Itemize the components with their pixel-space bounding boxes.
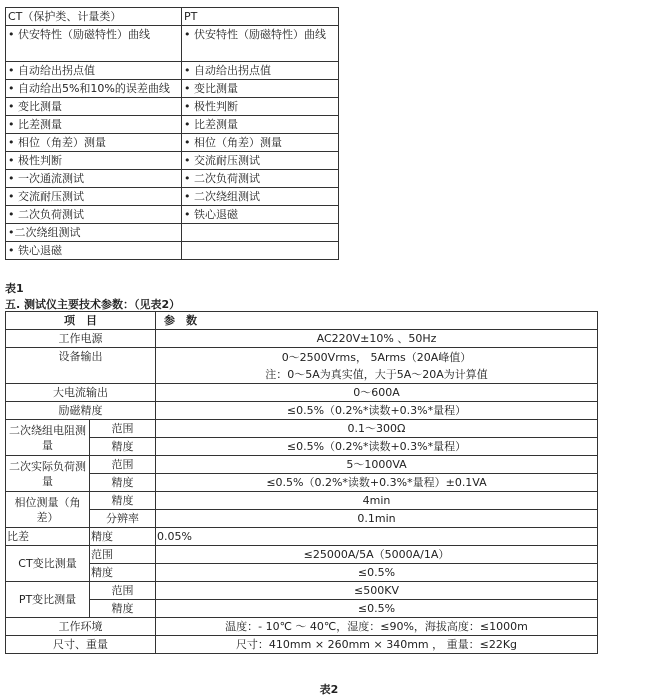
ct-function-cell: • 交流耐压测试 <box>6 188 182 206</box>
ct-function-cell: • 自动给出5%和10%的误差曲线 <box>6 80 182 98</box>
table-row <box>6 312 598 330</box>
pt-function-cell: • 二次绕组测试 <box>182 188 339 206</box>
spec-label: 工作环境 <box>6 618 156 636</box>
table2-caption: 表2 <box>319 683 339 696</box>
pt-function-cell: • 伏安特性（励磁特性）曲线 <box>182 26 339 62</box>
table-row <box>6 582 598 600</box>
table-row <box>6 546 598 564</box>
spec-sublabel: 精度 <box>90 438 156 456</box>
spec-label: 工作电源 <box>6 330 156 348</box>
spec-value: ≤0.5%（0.2%*读数+0.3%*量程） <box>156 438 598 456</box>
spec-label: 尺寸、重量 <box>6 636 156 654</box>
spec-group-label: 相位测量（角差） <box>6 492 90 528</box>
spec-group-label: 二次绕组电阻测量 <box>6 420 90 456</box>
table-row <box>6 206 339 224</box>
pt-function-cell: • 交流耐压测试 <box>182 152 339 170</box>
table-row <box>6 116 339 134</box>
pt-function-cell <box>182 224 339 242</box>
ct-function-cell: • 自动给出拐点值 <box>6 62 182 80</box>
spec-sublabel: 范围 <box>90 546 156 564</box>
spec-value: ≤0.5% <box>156 600 598 618</box>
ct-function-cell: • 铁心退磁 <box>6 242 182 260</box>
pt-function-cell: • 相位（角差）测量 <box>182 134 339 152</box>
item-header: 项 目 <box>6 312 156 330</box>
spec-group-label: 二次实际负荷测量 <box>6 456 90 492</box>
pt-function-cell: • 二次负荷测试 <box>182 170 339 188</box>
spec-label: 大电流输出 <box>6 384 156 402</box>
spec-sublabel: 精度 <box>90 600 156 618</box>
table-row <box>6 564 598 582</box>
table-row <box>6 134 339 152</box>
spec-group-label: PT变比测量 <box>6 582 90 618</box>
table-row <box>6 26 339 62</box>
table-row <box>6 618 598 636</box>
table-row <box>6 528 598 546</box>
spec-table <box>5 311 598 654</box>
table-row <box>6 600 598 618</box>
table-row <box>6 636 598 654</box>
table-row <box>6 188 339 206</box>
spec-value: AC220V±10% 、50Hz <box>156 330 598 348</box>
table-row <box>6 98 339 116</box>
pt-function-cell: • 变比测量 <box>182 80 339 98</box>
ct-function-cell: • 极性判断 <box>6 152 182 170</box>
spec-note: 注：0～5A为真实值，大于5A～20A为计算值 <box>265 367 488 381</box>
spec-sublabel: 范围 <box>90 456 156 474</box>
ct-function-cell: • 相位（角差）测量 <box>6 134 182 152</box>
spec-value: 温度：- 10℃ ～ 40℃，湿度：≤90%，海拔高度：≤1000m <box>156 618 598 636</box>
spec-value: 0.1～300Ω <box>156 420 598 438</box>
spec-sublabel: 范围 <box>90 420 156 438</box>
spec-value: ≤25000A/5A（5000A/1A） <box>156 546 598 564</box>
spec-sublabel: 精度 <box>90 564 156 582</box>
spec-value: 0.05% <box>156 528 598 546</box>
spec-value: 5～1000VA <box>156 456 598 474</box>
table-row <box>6 80 339 98</box>
table-row <box>6 384 598 402</box>
table-row <box>6 330 598 348</box>
table-row <box>6 62 339 80</box>
spec-group-label: CT变比测量 <box>6 546 90 582</box>
spec-value: ≤0.5% <box>156 564 598 582</box>
spec-label: 设备输出 <box>6 348 156 384</box>
table-row <box>6 152 339 170</box>
table-row <box>6 492 598 510</box>
spec-value: 0～600A <box>156 384 598 402</box>
table-row <box>6 402 598 420</box>
spec-value: ≤0.5%（0.2%*读数+0.3%*量程） <box>156 402 598 420</box>
table-row <box>6 474 598 492</box>
spec-sublabel: 精度 <box>90 474 156 492</box>
table1-caption: 表1 <box>5 282 24 295</box>
spec-value: ≤0.5%（0.2%*读数+0.3%*量程）±0.1VA <box>156 474 598 492</box>
spec-sublabel: 范围 <box>90 582 156 600</box>
ct-function-cell: • 比差测量 <box>6 116 182 134</box>
spec-value: 0.1min <box>156 510 598 528</box>
ct-function-cell: • 二次负荷测试 <box>6 206 182 224</box>
table-row <box>6 420 598 438</box>
table-row <box>6 456 598 474</box>
pt-column-header: PT <box>182 8 339 26</box>
pt-function-cell: • 极性判断 <box>182 98 339 116</box>
ct-function-cell: •二次绕组测试 <box>6 224 182 242</box>
ct-function-cell: • 一次通流测试 <box>6 170 182 188</box>
pt-function-cell: • 比差测量 <box>182 116 339 134</box>
spec-sublabel: 精度 <box>90 528 156 546</box>
spec-label: 励磁精度 <box>6 402 156 420</box>
table-row <box>6 348 598 384</box>
ct-function-cell: • 变比测量 <box>6 98 182 116</box>
table-row <box>6 438 598 456</box>
table-row <box>6 510 598 528</box>
spec-value: ≤500KV <box>156 582 598 600</box>
param-header: 参 数 <box>156 312 598 330</box>
ct-function-cell: • 伏安特性（励磁特性）曲线 <box>6 26 182 62</box>
spec-value: 0～2500Vrms， 5Arms（20A峰值） <box>281 350 472 364</box>
section-heading: 五. 测试仪主要技术参数：（见表2） <box>5 298 181 311</box>
pt-function-cell: • 自动给出拐点值 <box>182 62 339 80</box>
table-row <box>6 224 339 242</box>
spec-value: 4min <box>156 492 598 510</box>
spec-value: 尺寸：410mm × 260mm × 340mm ， 重量：≤22Kg <box>156 636 598 654</box>
table-row <box>6 170 339 188</box>
pt-function-cell: • 铁心退磁 <box>182 206 339 224</box>
spec-sublabel: 分辨率 <box>90 510 156 528</box>
spec-group-label: 比差 <box>6 528 90 546</box>
function-table-body <box>6 8 339 260</box>
table-row <box>6 242 339 260</box>
spec-sublabel: 精度 <box>90 492 156 510</box>
pt-function-cell <box>182 242 339 260</box>
function-table <box>5 7 339 260</box>
ct-column-header: CT（保护类、计量类） <box>6 8 182 26</box>
table-row <box>6 8 339 26</box>
